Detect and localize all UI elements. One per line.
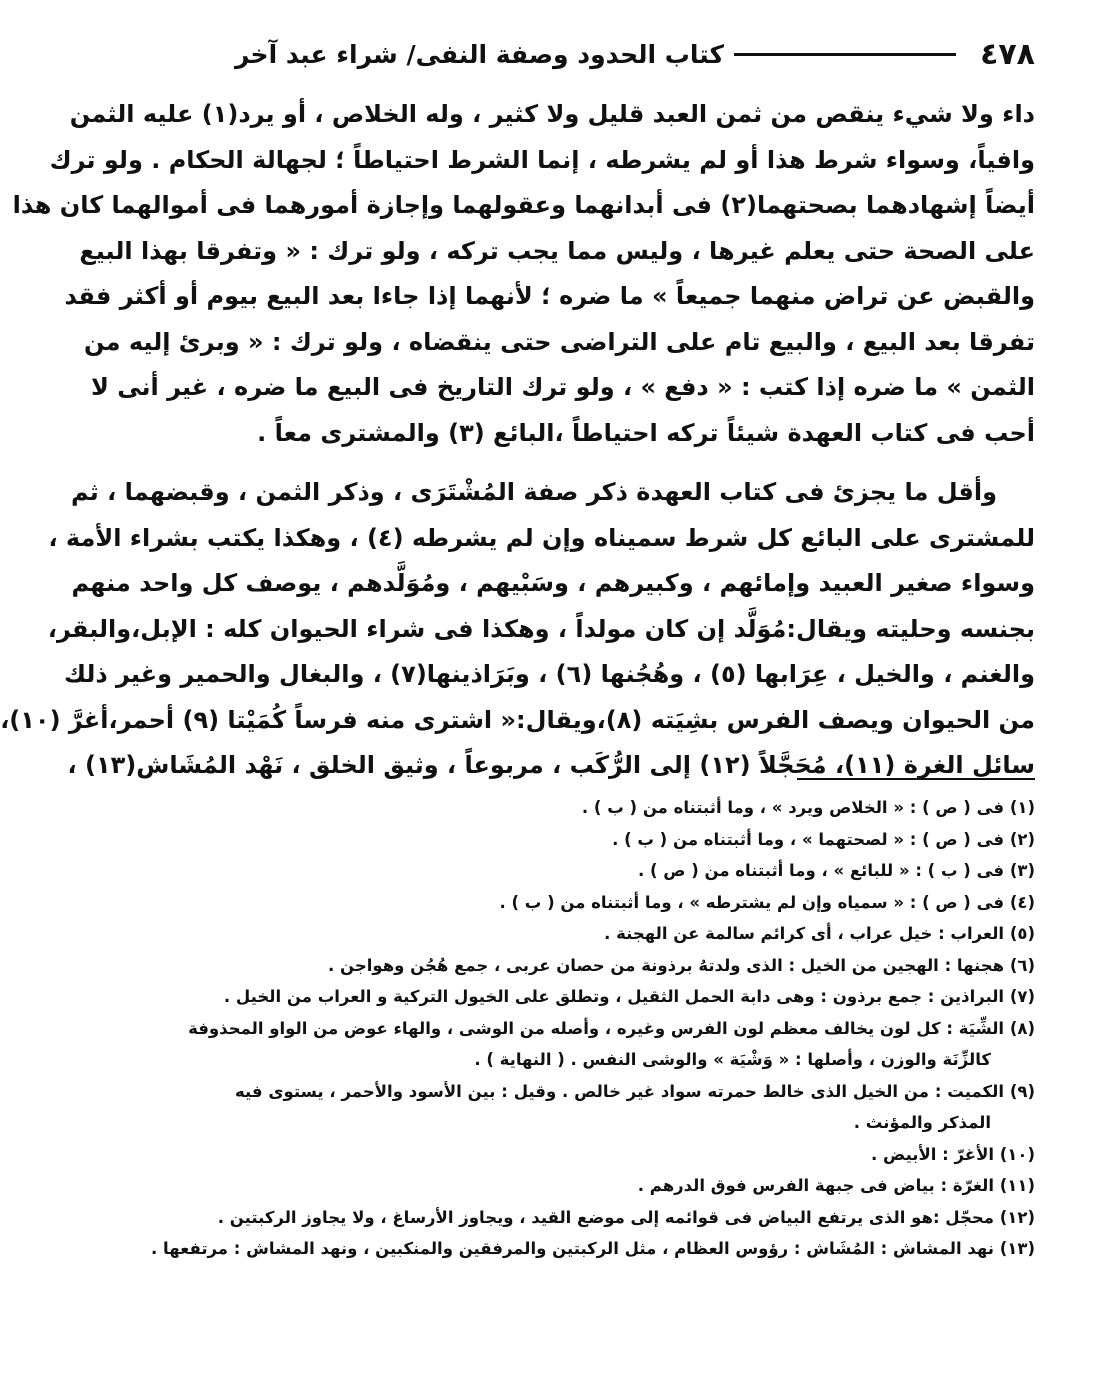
text-line: من الحيوان ويصف الفرس بشِيَته (٨)،ويقال:« اشترى منه فرساً كُمَيْتا (٩) أحمر،أغرَّ (١٠)، bbox=[0, 705, 1035, 734]
footnote-9: (٩) الكميت : من الخيل الذى خالط حمرته سواد غير خالص . وقيل : بين الأسود والأحمر ، يستوى فيه bbox=[235, 1081, 1035, 1101]
text-line: والغنم ، والخيل ، عِرَابها (٥) ، وهُجُنها (٦) ، وبَرَاذينها(٧) ، والبغال والحمير وغير ذلك bbox=[63, 660, 1035, 688]
footnote-3: (٣) فى ( ب ) : « للبائع » ، وما أثبتناه من ( ص ) . bbox=[637, 861, 1035, 880]
footnote-rule bbox=[797, 778, 1035, 780]
header-rule bbox=[734, 53, 956, 56]
main-text bbox=[0, 92, 1035, 789]
text-line: أيضاً إشهادهما بصحتهما(٢) فى أبدانهما وعقولهما وإجازة أمورهما فى أموالهما كان هذا bbox=[12, 191, 1035, 219]
running-title: كتاب الحدود وصفة النفى/ شراء عبد آخر bbox=[235, 39, 725, 69]
footnote-10: (١٠) الأغرّ : الأبيض . bbox=[871, 1144, 1035, 1164]
text-line: داء ولا شيء ينقص من ثمن العبد قليل ولا كثير ، وله الخلاص ، أو يرد(١) عليه الثمن bbox=[69, 100, 1035, 128]
footnote-6: (٦) هجنها : الهجين من الخيل : الذى ولدتهُ برذونة من حصان عربى ، جمع هُجُن وهواجن . bbox=[327, 955, 1035, 975]
text-line: أحب فى كتاب العهدة شيئاً تركه احتياطاً ،البائع (٣) والمشترى معاً . bbox=[257, 418, 1035, 447]
text-line: وأقل ما يجزئ فى كتاب العهدة ذكر صفة المُشْتَرَى ، وذكر الثمن ، وقبضهما ، ثم bbox=[70, 478, 997, 506]
text-line: وسواء صغير العبيد وإمائهم ، وكبيرهم ، وسَبْيهم ، ومُوَلَّدهم ، يوصف كل واحد منهم bbox=[71, 569, 1035, 597]
text-line: تفرقا بعد البيع ، والبيع تام على التراضى حتى ينقضاه ، ولو ترك : « وبرئ إليه من bbox=[84, 327, 1035, 356]
paragraph-2 bbox=[0, 470, 1035, 789]
footnote-9-continuation: المذكر والمؤنث . bbox=[853, 1113, 991, 1132]
text-line: على الصحة حتى يعلم غيرها ، وليس مما يجب تركه ، ولو ترك : « وتفرقا بهذا البيع bbox=[79, 236, 1035, 265]
footnote-11: (١١) الغرّة : بياض فى جبهة الفرس فوق الدرهم . bbox=[637, 1176, 1035, 1195]
footnote-1: (١) فى ( ص ) : « الخلاص ويرد » ، وما أثبتناه من ( ب ) . bbox=[581, 798, 1035, 817]
footnote-7: (٧) البراذين : جمع برذون : وهى دابة الحمل الثقيل ، وتطلق على الخيول التركية و العراب من الخيل . bbox=[223, 987, 1035, 1006]
paragraph-gap bbox=[235, 456, 1035, 470]
text-line: الثمن » ما ضره إذا كتب : « دفع » ، ولو ترك التاريخ فى البيع ما ضره ، غير أنى لا bbox=[90, 373, 1035, 401]
footnote-13: (١٣) نهد المشاش : المُشَاش : رؤوس العظام ، مثل الركبتين والمرفقين والمنكبين ، ونهد المشاش : مرتفعها . bbox=[151, 1239, 1035, 1258]
text-line: بجنسه وحليته ويقال:مُوَلَّد إن كان مولداً ، وهكذا فى شراء الحيوان كله : الإبل،والبقر، bbox=[47, 614, 1035, 643]
page-header bbox=[235, 30, 1035, 78]
footnote-4: (٤) فى ( ص ) : « سمياه وإن لم يشترطه » ، وما أثبتناه من ( ب ) . bbox=[499, 892, 1035, 912]
footnotes bbox=[151, 792, 1035, 1265]
page-number: ٤٧٨ bbox=[980, 36, 1035, 72]
footnote-8: (٨) الشِّيَة : كل لون يخالف معظم لون الفرس وغيره ، وأصله من الوشى ، والهاء عوض من الواو المحذوفة bbox=[188, 1018, 1035, 1038]
footnote-8-continuation: كالزِّنَة والوزن ، وأصلها : « وَشْيَة » والوشى النفس . ( النهاية ) . bbox=[474, 1050, 991, 1069]
text-line: وافياً، وسواء شرط هذا أو لم يشرطه ، إنما الشرط احتياطاً ؛ لجهالة الحكام . ولو ترك bbox=[49, 145, 1035, 174]
text-line: سائل الغرة (١١)، مُحَجَّلاً (١٢) إلى الرُّكَب ، مربوعاً ، وثيق الخلق ، نَهْد المُشَاش(١٣) ، bbox=[67, 751, 1035, 779]
text-line: والقبض عن تراض منهما جميعاً » ما ضره ؛ لأنهما إذا جاءا بعد البيع بيوم أو أكثر فقد bbox=[64, 282, 1035, 310]
footnote-12: (١٢) محجّل :هو الذى يرتفع البياض فى قوائمه إلى موضع القيد ، ويجاوز الأرساغ ، ولا يجاوز الركبتين . bbox=[217, 1207, 1035, 1227]
paragraph-1 bbox=[12, 92, 1035, 456]
footnote-5: (٥) العراب : خيل عراب ، أى كرائم سالمة عن الهجنة . bbox=[604, 924, 1035, 943]
footnote-2: (٢) فى ( ص ) : « لصحتهما » ، وما أثبتناه من ( ب ) . bbox=[612, 829, 1035, 849]
text-line: للمشترى على البائع كل شرط سميناه وإن لم يشرطه (٤) ، وهكذا يكتب بشراء الأمة ، bbox=[48, 523, 1035, 552]
